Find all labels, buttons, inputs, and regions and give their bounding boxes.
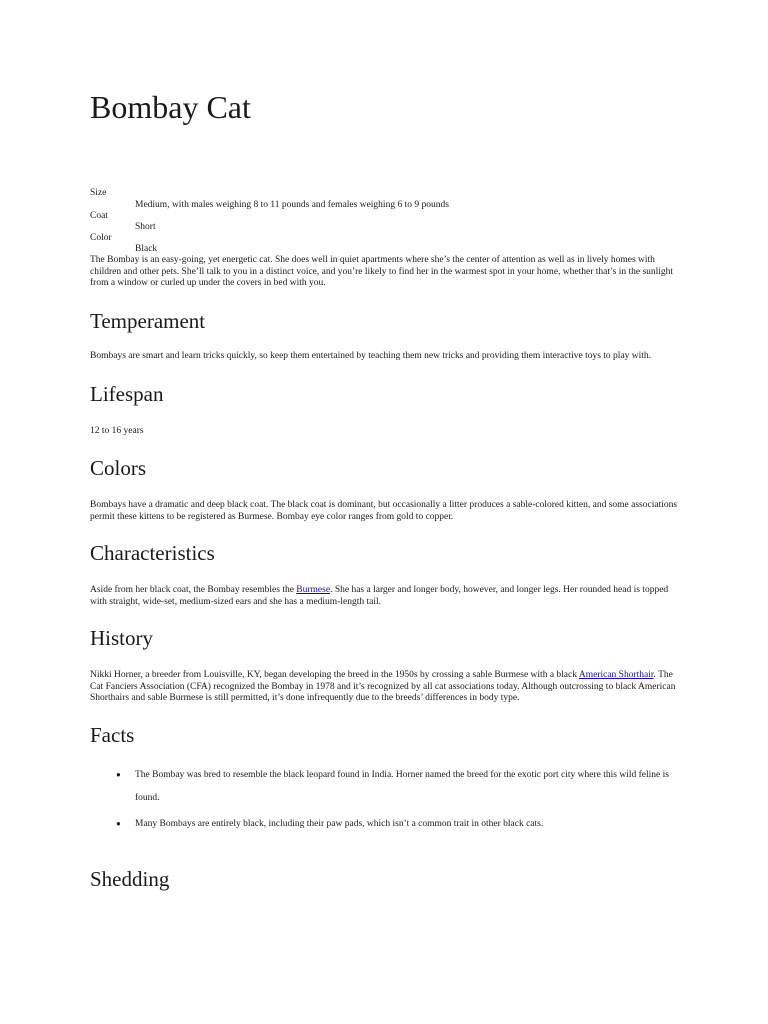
bullet-icon: ● [116, 819, 121, 828]
color-value: Black [135, 244, 158, 254]
lifespan-heading: Lifespan [90, 382, 164, 406]
history-text-start: Nikki Horner, a breeder from Louisville, KY, began developing the breed in the 1950s by crossing a sable Burmese with a black [90, 670, 579, 680]
intro-paragraph: The Bombay is an easy-going, yet energetic cat. She does well in quiet apartments where she’s the center of attention as well as in lively homes with children and other pets. She’ll talk to you in a distinct voice, and you’re likely to find her in the warmest spot in your home, whether that’s in the sunlight from a window or curled up under the covers in bed with you. [90, 255, 674, 288]
characteristics-text-start: Aside from her black coat, the Bombay resembles the [90, 585, 297, 595]
history-text [90, 670, 686, 705]
coat-value: Short [135, 222, 156, 232]
lifespan-text: 12 to 16 years [90, 426, 144, 436]
size-label: Size [90, 188, 107, 198]
characteristics-text [90, 585, 686, 608]
color-label: Color [90, 233, 112, 243]
history-text-end: . The Cat Fanciers Association (CFA) recognized the Bombay in 1978 and it’s recognized by all cat associations today. Although outcrossing to black American Shorthairs and sable Burmese is still permitted, it’s done infrequently due to the breeds’ differences in body type. [90, 670, 676, 703]
shedding-heading: Shedding [90, 867, 170, 891]
temperament-heading: Temperament [90, 309, 206, 333]
characteristics-heading: Characteristics [90, 541, 215, 565]
list-item: Many Bombays are entirely black, including their paw pads, which isn’t a common trait in other black cats. [135, 819, 544, 829]
page-title: Bombay Cat [90, 89, 251, 125]
facts-heading: Facts [90, 723, 135, 747]
bullet-icon: ● [116, 770, 121, 779]
coat-label: Coat [90, 211, 108, 221]
burmese-link[interactable]: Burmese [296, 585, 331, 595]
list-item: The Bombay was bred to resemble the black leopard found in India. Horner named the breed for the exotic port city where this wild feline is found. [135, 770, 669, 803]
american-shorthair-link[interactable]: American Shorthair [578, 670, 654, 680]
history-heading: History [90, 626, 153, 650]
colors-heading: Colors [90, 456, 147, 480]
size-value: Medium, with males weighing 8 to 11 pounds and females weighing 6 to 9 pounds [135, 200, 449, 210]
characteristics-text-end: . She has a larger and longer body, however, and longer legs. Her rounded head is topped with straight, wide-set, medium-sized ears and she has a medium-length tail. [90, 585, 669, 607]
temperament-text: Bombays are smart and learn tricks quickly, so keep them entertained by teaching them new tricks and providing them interactive toys to play with. [90, 351, 652, 361]
colors-text: Bombays have a dramatic and deep black coat. The black coat is dominant, but occasionally a litter produces a sable-colored kitten, and some associations permit these kittens to be registered as Burmese. Bombay eye color ranges from gold to copper. [90, 500, 678, 522]
